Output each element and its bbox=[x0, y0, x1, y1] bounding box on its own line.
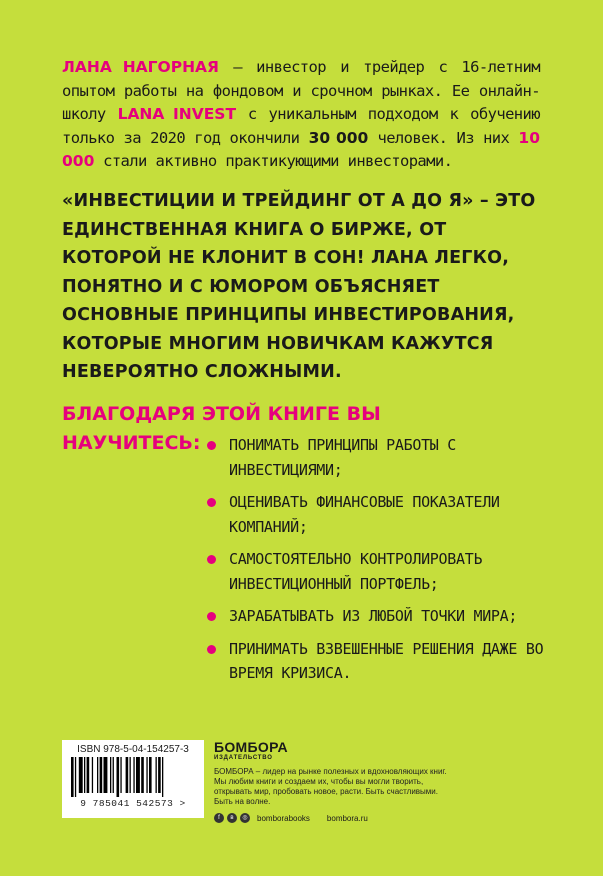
instagram-icon: ◎ bbox=[240, 813, 250, 823]
list-item bbox=[207, 637, 567, 686]
vk-icon: в bbox=[227, 813, 237, 823]
publisher-subtitle: ИЗДАТЕЛЬСТВО bbox=[214, 755, 273, 761]
benefit-text: ЗАРАБАТЫВАТЬ ИЗ ЛЮБОЙ ТОЧКИ МИРА; bbox=[229, 607, 518, 625]
author-name: ЛАНА НАГОРНАЯ bbox=[62, 58, 219, 76]
benefits-list bbox=[207, 433, 567, 694]
investors-count: 10 000 bbox=[62, 128, 540, 170]
publisher-site: bombora.ru bbox=[326, 813, 368, 823]
intro-text-3: человек. Из них bbox=[368, 128, 519, 147]
list-item bbox=[207, 490, 567, 539]
publisher-block bbox=[214, 740, 454, 823]
benefit-text: ПРИНИМАТЬ ВЗВЕШЕННЫЕ РЕШЕНИЯ ДАЖЕ ВО ВРЕМЯ КРИЗИСА. bbox=[229, 639, 544, 682]
publisher-logo: БОМБОРА bbox=[214, 739, 288, 755]
intro-text-4: стали активно практикующими инвесторами. bbox=[94, 152, 453, 170]
intro-text-1: – инвестор и трейдер с 16-летним опытом работы на фондовом и срочном рынках. Ее онлайн-школу bbox=[62, 58, 540, 123]
bullet-icon bbox=[207, 441, 216, 450]
school-name: LANA INVEST bbox=[117, 105, 237, 123]
benefit-text: САМОСТОЯТЕЛЬНО КОНТРОЛИРОВАТЬ ИНВЕСТИЦИОННЫЙ ПОРТФЕЛЬ; bbox=[229, 550, 483, 593]
facebook-icon: f bbox=[214, 813, 224, 823]
isbn-text: ISBN 978-5-04-154257-3 bbox=[77, 744, 189, 755]
bullet-icon bbox=[207, 612, 216, 621]
benefits-heading-line-2: НАУЧИТЕСЬ: bbox=[62, 432, 201, 454]
list-item bbox=[207, 433, 567, 482]
intro-text-2: с уникальным подходом к обучению только за 2020 год окончили bbox=[62, 105, 540, 147]
publisher-links bbox=[214, 813, 454, 823]
book-blurb: «ИНВЕСТИЦИИ И ТРЕЙДИНГ ОТ А ДО Я» – ЭТО ЕДИНСТВЕННАЯ КНИГА О БИРЖЕ, ОТ КОТОРОЙ НЕ КЛОНИТ В СОН! ЛАНА ЛЕГКО, ПОНЯТНО И С ЮМОРОМ ОБЪЯСНЯЕТ ОСНОВНЫЕ ПРИНЦИПЫ ИНВЕСТИРОВАНИЯ, КОТОРЫЕ МНОГИМ НОВИЧКАМ КАЖУТСЯ НЕВЕРОЯТНО СЛОЖНЫМИ. bbox=[62, 191, 536, 382]
bullet-icon bbox=[207, 498, 216, 507]
graduates-count: 30 000 bbox=[308, 128, 369, 147]
publisher-handle: bomborabooks bbox=[257, 813, 310, 823]
list-item bbox=[207, 547, 567, 596]
benefit-text: ПОНИМАТЬ ПРИНЦИПЫ РАБОТЫ С ИНВЕСТИЦИЯМИ; bbox=[229, 436, 457, 479]
barcode-box bbox=[62, 740, 204, 818]
barcode-digits: 9 785041 542573 > bbox=[80, 798, 186, 809]
list-item bbox=[207, 604, 567, 629]
benefit-text: ОЦЕНИВАТЬ ФИНАНСОВЫЕ ПОКАЗАТЕЛИ КОМПАНИЙ; bbox=[229, 493, 500, 536]
author-intro bbox=[62, 56, 540, 174]
benefits-heading-line-1: БЛАГОДАРЯ ЭТОЙ КНИГЕ ВЫ bbox=[62, 403, 381, 425]
barcode-icon bbox=[69, 757, 197, 797]
publisher-description: БОМБОРА – лидер на рынке полезных и вдохновляющих книг. Мы любим книги и создаем их, чтобы вы могли творить, открывать мир, пробовать новое, расти. Быть счастливыми. Быть на волне. bbox=[214, 767, 447, 806]
bullet-icon bbox=[207, 555, 216, 564]
bullet-icon bbox=[207, 645, 216, 654]
